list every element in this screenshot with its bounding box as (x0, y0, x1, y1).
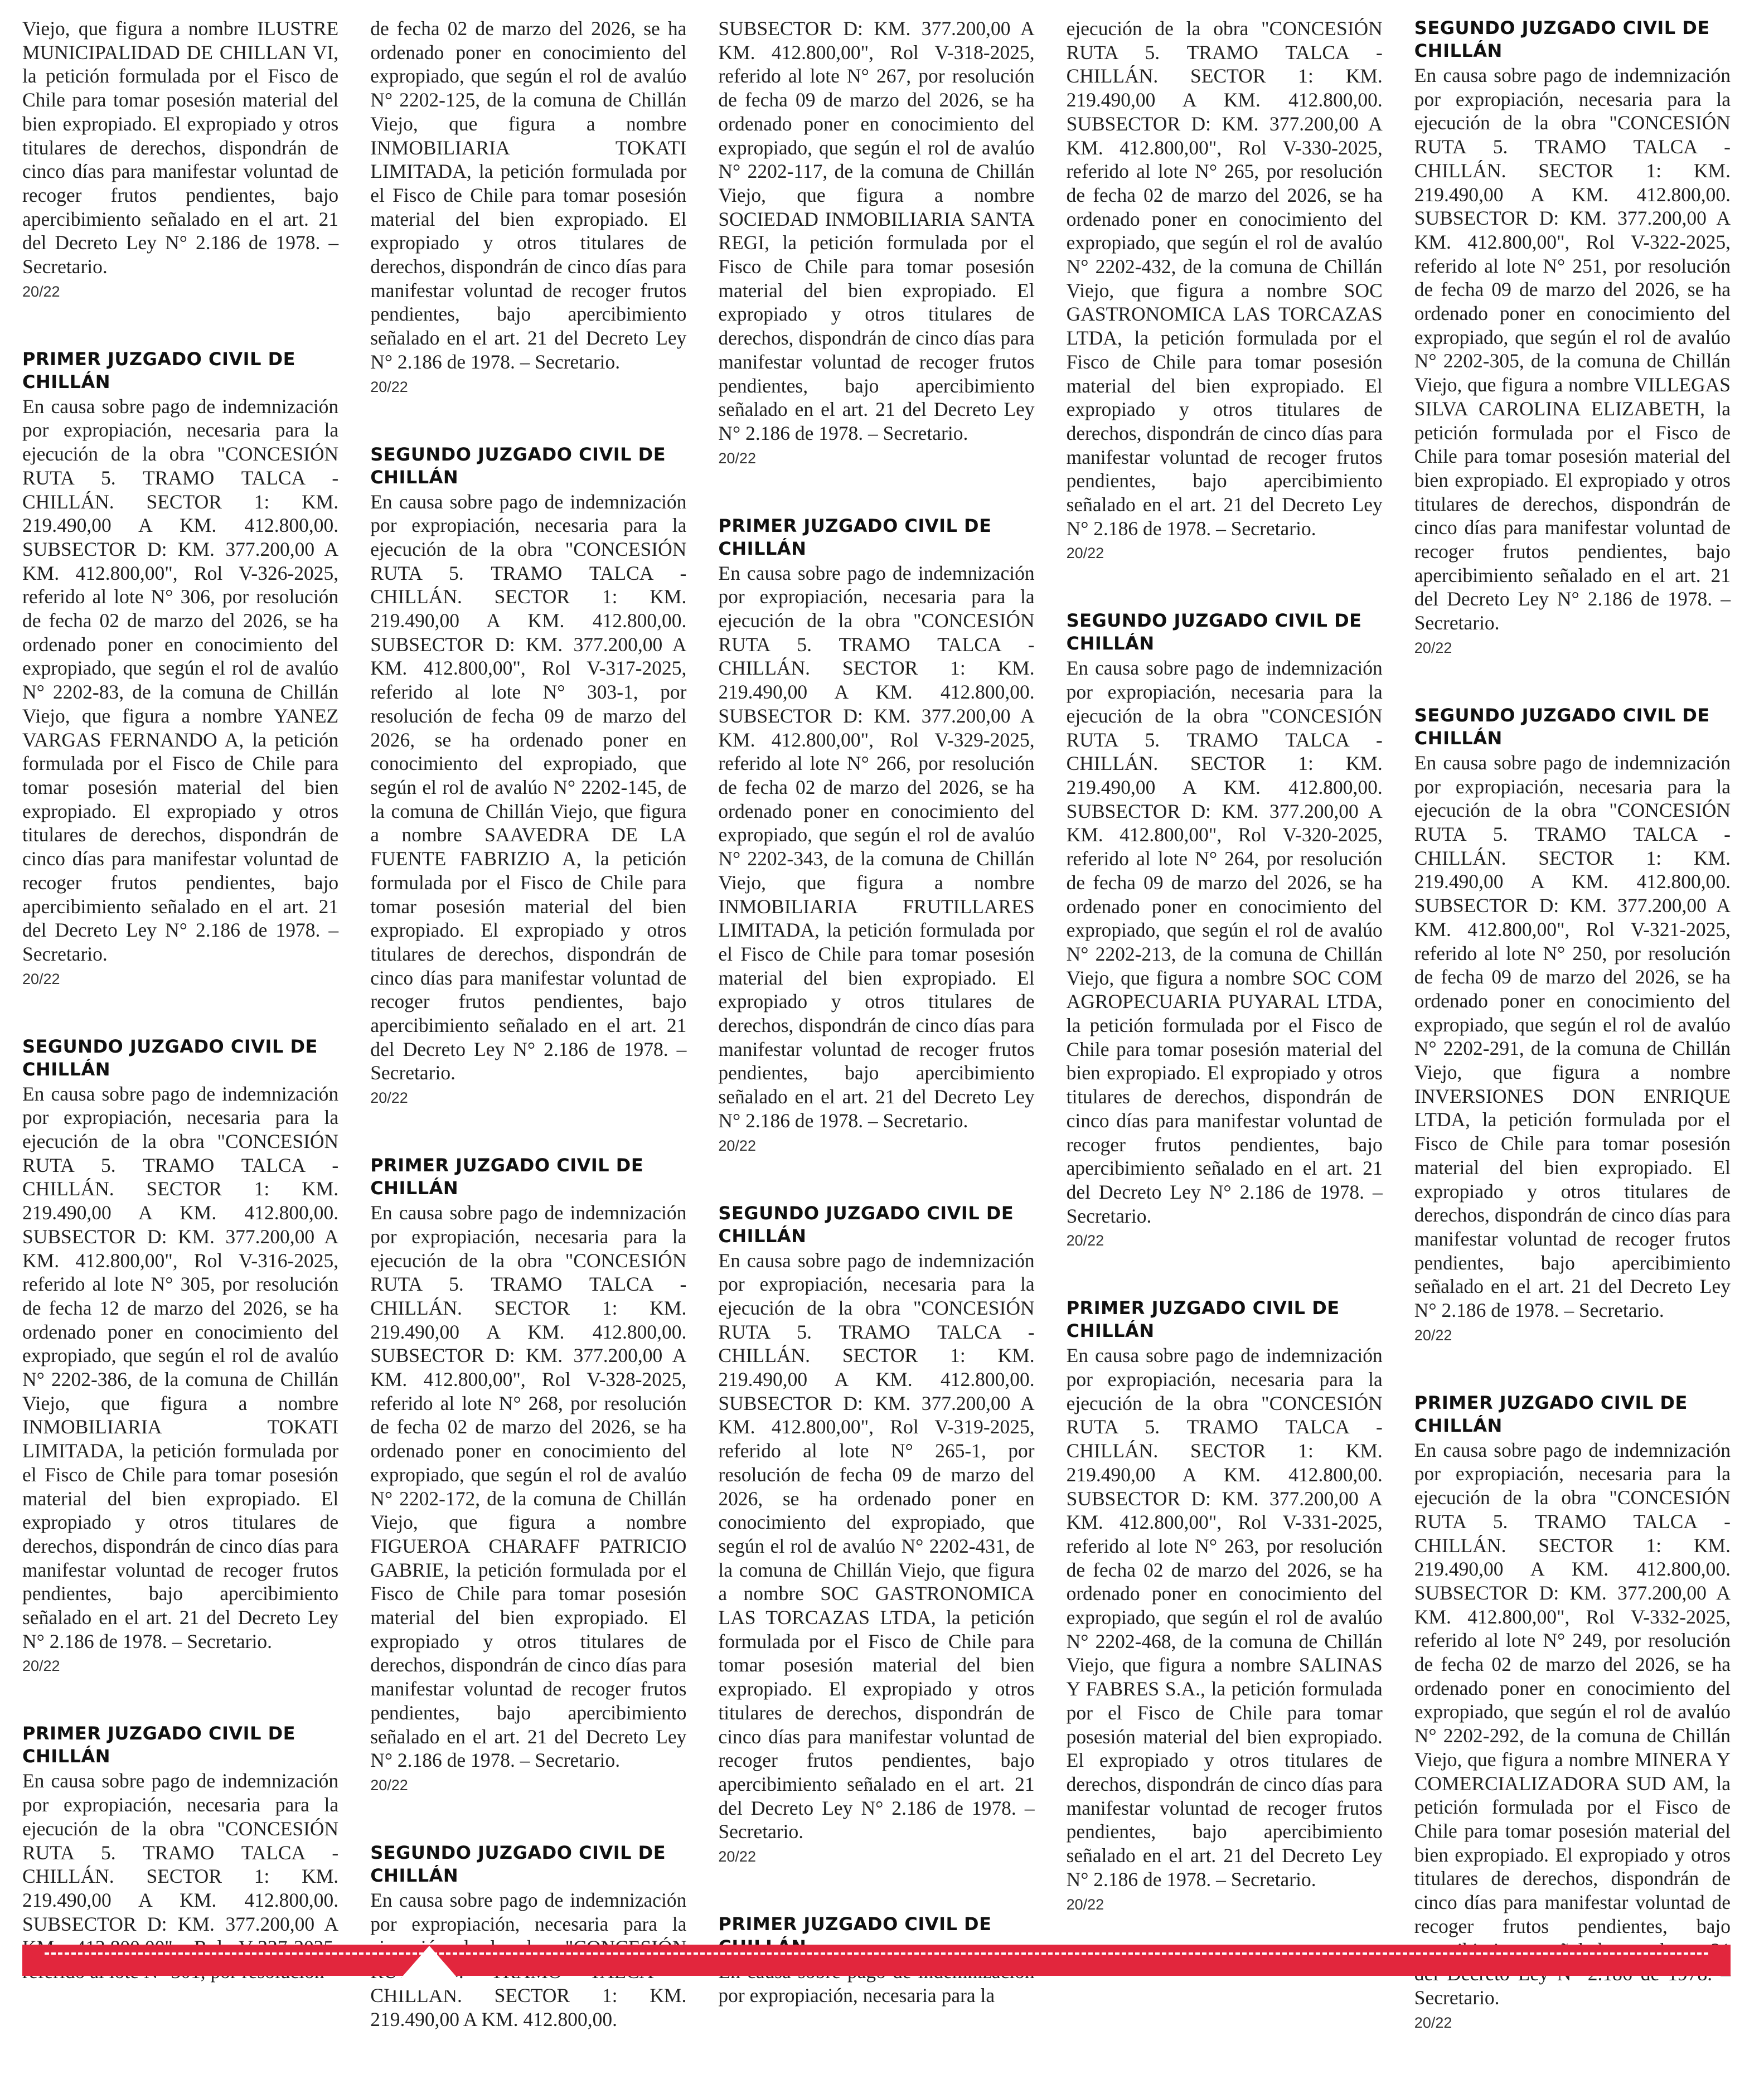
notice-body: Viejo, que figura a nombre ILUSTRE MUNICIPALIDAD DE CHILLAN VI, la petición formulada por el Fisco de Chile para tomar posesión material del bien expropiado. El expropiado y otros titulares de derechos, dispondrán de cinco días para manifestar voluntad de recoger frutos pendientes, bajo apercibimiento señalado en el art. 21 del Decreto Ley N° 2.186 de 1978. – Secretario. (22, 17, 339, 278)
notice-body: En causa sobre pago de indemnización por expropiación, necesaria para la ejecución de la obra "CONCESIÓN RUTA 5. TRAMO TALCA - CHILLÁN. SECTOR 1: KM. 219.490,00 A KM. 412.800,00. SUBSECTOR D: KM. 377.200,00 A KM. 412.800,00", Rol V-317-2025, referido al lote N° 303-1, por resolución de fecha 09 de marzo del 2026, se ha ordenado poner en conocimiento del expropiado, que según el rol de avalúo N° 2202-145, de la comuna de Chillán Viejo, que figura a nombre SAAVEDRA DE LA FUENTE FABRIZIO A, la petición formulada por el Fisco de Chile para tomar posesión material del bien expropiado. El expropiado y otros titulares de derechos, dispondrán de cinco días para manifestar voluntad de recoger frutos pendientes, bajo apercibimiento señalado en el art. 21 del Decreto Ley N° 2.186 de 1978. – Secretario. (370, 490, 687, 1084)
notice-body: por expropiación, necesaria para la (718, 1984, 995, 2007)
legal-notice (718, 1202, 1034, 1867)
notice-body: En causa sobre pago de indemnización por expropiación, necesaria para la ejecución de la obra "CONCESIÓN RUTA 5. TRAMO TALCA - CHILLÁN. SECTOR 1: KM. 219.490,00 A KM. 412.800,00. SUBSECTOR D: KM. 377.200,00 A KM. 412.800,00", Rol V-328-2025, referido al lote N° 268, por resolución de fecha 02 de marzo del 2026, se ha ordenado poner en conocimiento del expropiado, que según el rol de avalúo N° 2202-172, de la comuna de Chillán Viejo, que figura a nombre FIGUEROA CHARAFF PATRICIO GABRIE, la petición formulada por el Fisco de Chile para tomar posesión material del bien expropiado. El expropiado y otros titulares de derechos, dispondrán de cinco días para manifestar voluntad de recoger frutos pendientes, bajo apercibimiento señalado en el art. 21 del Decreto Ley N° 2.186 de 1978. – Secretario. (370, 1201, 687, 1772)
notice-column (1067, 17, 1383, 2079)
notice-body: En causa sobre pago de indemnización por expropiación, necesaria para la ejecución de la obra "CONCESIÓN RUTA 5. TRAMO TALCA - CHILLÁN. SECTOR 1: KM. 219.490,00 A KM. 412.800,00. SUBSECTOR D: KM. 377.200,00 A KM. 412.800,00", Rol V-331-2025, referido al lote N° 263, por resolución de fecha 02 de marzo del 2026, se ha ordenado poner en conocimiento del expropiado, que según el rol de avalúo N° 2202-468, de la comuna de Chillán Viejo, que figura a nombre SALINAS Y FABRES S.A., la petición formulada por el Fisco de Chile para tomar posesión material del bien expropiado. El expropiado y otros titulares de derechos, dispondrán de cinco días para manifestar voluntad de recoger frutos pendientes, bajo apercibimiento señalado en el art. 21 del Decreto Ley N° 2.186 de 1978. – Secretario. (1066, 1344, 1383, 1891)
notice-ref-code: 20/22 (370, 1089, 408, 1107)
notice-column (718, 17, 1034, 2079)
notice-ref-code: 20/22 (1066, 1896, 1104, 1913)
notice-ref-code: 20/22 (1414, 639, 1452, 656)
legal-notice (1067, 1297, 1383, 1913)
court-title: SEGUNDO JUZGADO CIVIL DE CHILLÁN (1414, 17, 1710, 61)
legal-notice (1067, 609, 1383, 1250)
legal-notices-page (22, 17, 1731, 2031)
legal-notice (370, 1841, 686, 2031)
legal-notice (22, 1035, 338, 1676)
notice-ref-code: 20/22 (1414, 2014, 1452, 2031)
notice-continuation (370, 17, 686, 396)
notice-continuation (718, 17, 1034, 468)
court-title: PRIMER JUZGADO CIVIL DE (718, 1913, 992, 1935)
legal-notice (1414, 17, 1731, 657)
notice-body: En causa sobre pago de indemnización por expropiación, necesaria para la ejecución de la obra "CONCESIÓN RUTA 5. TRAMO TALCA - CHILLÁN. SECTOR 1: KM. 219.490,00 A KM. 412.800,00. SUBSECTOR D: KM. 377.200,00 A KM. 412.800,00", Rol V-329-2025, referido al lote N° 266, por resolución de fecha 02 de marzo del 2026, se ha ordenado poner en conocimiento del expropiado, que según el rol de avalúo N° 2202-343, de la comuna de Chillán Viejo, que figura a nombre INMOBILIARIA FRUTILLARES LIMITADA, la petición formulada por el Fisco de Chile para tomar posesión material del bien expropiado. El expropiado y otros titulares de derechos, dispondrán de cinco días para manifestar voluntad de recoger frutos pendientes, bajo apercibimiento señalado en el art. 21 del Decreto Ley N° 2.186 de 1978. – Secretario. (718, 561, 1035, 1132)
notice-column (1414, 17, 1731, 2079)
notice-body: En causa sobre pago de indemnización por expropiación, necesaria para la ejecución de la obra "CONCESIÓN RUTA 5. TRAMO TALCA - CHILLÁN. SECTOR 1: KM. 219.490,00 A KM. 412.800,00. SUBSECTOR D: KM. 377.200,00 A KM. 412.800,00", Rol V-322-2025, referido al lote N° 251, por resolución de fecha 09 de marzo del 2026, se ha ordenado poner en conocimiento del expropiado, que según el rol de avalúo N° 2202-305, de la comuna de Chillán Viejo, que figura a nombre VILLEGAS SILVA CAROLINA ELIZABETH, la petición formulada por el Fisco de Chile para tomar posesión material del bien expropiado. El expropiado y otros titulares de derechos, dispondrán de cinco días para manifestar voluntad de recoger frutos pendientes, bajo apercibimiento señalado en el art. 21 del Decreto Ley N° 2.186 de 1978. – Secretario. (1414, 64, 1731, 634)
notice-body: En causa sobre pago de indemnización por expropiación, necesaria para la ejecución de la obra "CONCESIÓN RUTA 5. TRAMO TALCA - CHILLÁN. SECTOR 1: KM. 219.490,00 A KM. 412.800,00. SUBSECTOR D: KM. 377.200,00 A KM. 412.800,00", Rol V-316-2025, referido al lote N° 305, por resolución de fecha 12 de marzo del 2026, se ha ordenado poner en conocimiento del expropiado, que según el rol de avalúo N° 2202-386, de la comuna de Chillán Viejo, que figura a nombre INMOBILIARIA TOKATI LIMITADA, la petición formulada por el Fisco de Chile para tomar posesión material del bien expropiado. El expropiado y otros titulares de derechos, dispondrán de cinco días para manifestar voluntad de recoger frutos pendientes, bajo apercibimiento señalado en el art. 21 del Decreto Ley N° 2.186 de 1978. – Secretario. (22, 1082, 339, 1652)
notice-body: ejecución de la obra "CONCESIÓN RUTA 5. TRAMO TALCA - CHILLÁN. SECTOR 1: KM. 219.490,00 A KM. 412.800,00. SUBSECTOR D: KM. 377.200,00 A KM. 412.800,00", Rol V-330-2025, referido al lote N° 265, por resolución de fecha 02 de marzo del 2026, se ha ordenado poner en conocimiento del expropiado, que según el rol de avalúo N° 2202-432, de la comuna de Chillán Viejo, que figura a nombre SOC GASTRONOMICA LAS TORCAZAS LTDA, la petición formulada por el Fisco de Chile para tomar posesión material del bien expropiado. El expropiado y otros titulares de derechos, dispondrán de cinco días para manifestar voluntad de recoger frutos pendientes, bajo apercibimiento señalado en el art. 21 del Decreto Ley N° 2.186 de 1978. – Secretario. (1066, 17, 1383, 540)
notice-ref-code: 20/22 (718, 1848, 756, 1865)
notice-body: En causa sobre pago de indemnización por expropiación, necesaria para la ejecución de la obra "CONCESIÓN RUTA 5. TRAMO TALCA - CHILLÁN. SECTOR 1: KM. 219.490,00 A KM. 412.800,00. SUBSECTOR D: KM. 377.200,00 A KM. 412.800,00", Rol V-332-2025, referido al lote N° 249, por resolución de fecha 02 de marzo del 2026, se ha ordenado poner en conocimiento del expropiado, que según el rol de avalúo N° 2202-292, de la comuna de Chillán Viejo, que figura a nombre MINERA Y COMERCIALIZADORA SUD AM, la petición formulada por el Fisco de Chile para tomar posesión material del bien expropiado. El expropiado y otros titulares de derechos, dispondrán de cinco días para manifestar voluntad de recoger frutos pendientes, bajo Secretario. (1414, 1438, 1731, 2009)
court-title: SEGUNDO JUZGADO CIVIL DE CHILLÁN (22, 1035, 318, 1080)
notice-ref-code: 20/22 (22, 283, 60, 300)
legal-notice (1414, 704, 1731, 1345)
notice-ref-code: 20/22 (22, 1658, 60, 1675)
court-title: PRIMER JUZGADO CIVIL DE CHILLÁN (1066, 1297, 1340, 1342)
notice-ref-code: 20/22 (22, 970, 60, 987)
notice-ref-code: 20/22 (718, 449, 756, 467)
notice-body: de fecha 02 de marzo del 2026, se ha ordenado poner en conocimiento del expropiado, que según el rol de avalúo N° 2202-125, de la comuna de Chillán Viejo, que figura a nombre INMOBILIARIA TOKATI LIMITADA, la petición formulada por el Fisco de Chile para tomar posesión material del bien expropiado. El expropiado y otros titulares de derechos, dispondrán de cinco días para manifestar voluntad de recoger frutos pendientes, bajo apercibimiento señalado en el art. 21 del Decreto Ley N° 2.186 de 1978. – Secretario. (370, 17, 687, 373)
notice-column (22, 17, 338, 2079)
court-title: PRIMER JUZGADO CIVIL DE CHILLÁN (22, 348, 296, 392)
court-title: PRIMER JUZGADO CIVIL DE CHILLÁN (22, 1723, 296, 1767)
legal-notice (718, 515, 1034, 1155)
notice-body: En causa sobre pago de indemnización por expropiación, necesaria para la ejecución de la obra "CONCESIÓN RUTA 5. TRAMO TALCA - CHILLÁN. SECTOR 1: KM. 219.490,00 A KM. 412.800,00. SUBSECTOR D: KM. 377.200,00 A (22, 1770, 339, 1935)
court-title: PRIMER JUZGADO CIVIL DE CHILLÁN (718, 515, 992, 559)
warning-triangle-icon (390, 1946, 468, 1990)
notice-ref-code: 20/22 (370, 378, 408, 395)
notice-ref-code: 20/22 (370, 1777, 408, 1794)
notice-body: En causa sobre pago de indemnización por expropiación, necesaria para la ejecución de la obra "CONCESIÓN RUTA 5. TRAMO TALCA - CHILLÁN. SECTOR 1: KM. 219.490,00 A KM. 412.800,00. SUBSECTOR D: KM. 377.200,00 A KM. 412.800,00", Rol V-321-2025, referido al lote N° 250, por resolución de fecha 09 de marzo del 2026, se ha ordenado poner en conocimiento del expropiado, que según el rol de avalúo N° 2202-291, de la comuna de Chillán Viejo, que figura a nombre INVERSIONES DON ENRIQUE LTDA, la petición formulada por el Fisco de Chile para tomar posesión material del bien expropiado. El expropiado y otros titulares de derechos, dispondrán de cinco días para manifestar voluntad de recoger frutos pendientes, bajo apercibimiento señalado en el art. 21 del Decreto Ley N° 2.186 de 1978. – Secretario. (1414, 751, 1731, 1322)
banner-dashed-line (45, 1952, 1708, 1955)
court-title: PRIMER JUZGADO CIVIL DE CHILLÁN (1414, 1392, 1688, 1436)
legal-notice (370, 443, 686, 1108)
notice-continuation (22, 17, 338, 301)
notice-body: SUBSECTOR D: KM. 377.200,00 A KM. 412.800,00", Rol V-318-2025, referido al lote N° 267, por resolución de fecha 09 de marzo del 2026, se ha ordenado poner en conocimiento del expropiado, que según el rol de avalúo N° 2202-117, de la comuna de Chillán Viejo, que figura a nombre SOCIEDAD INMOBILIARIA SANTA REGI, la petición formulada por el Fisco de Chile para tomar posesión material del bien expropiado. El expropiado y otros titulares de derechos, dispondrán de cinco días para manifestar voluntad de recoger frutos pendientes, bajo apercibimiento señalado en el art. 21 del Decreto Ley N° 2.186 de 1978. – Secretario. (718, 17, 1035, 444)
notice-body: En causa sobre pago de indemnización por expropiación, necesaria para la ejecución de la obra "CONCESIÓN RUTA 5. TRAMO TALCA - CHILLÁN. SECTOR 1: KM. 219.490,00 A KM. 412.800,00. SUBSECTOR D: KM. 377.200,00 A KM. 412.800,00", Rol V-326-2025, referido al lote N° 306, por resolución de fecha 02 de marzo del 2026, se ha ordenado poner en conocimiento del expropiado, que según el rol de avalúo N° 2202-83, de la comuna de Chillán Viejo, que figura a nombre YANEZ VARGAS FERNANDO A, la petición formulada por el Fisco de Chile para tomar posesión material del bien expropiado. El expropiado y otros titulares de derechos, dispondrán de cinco días para manifestar voluntad de recoger frutos pendientes, bajo apercibimiento señalado en el art. 21 del Decreto Ley N° 2.186 de 1978. – Secretario. (22, 395, 339, 965)
court-title: SEGUNDO JUZGADO CIVIL DE CHILLÁN (718, 1202, 1014, 1247)
notice-continuation (1067, 17, 1383, 563)
notice-ref-code: 20/22 (1066, 1232, 1104, 1249)
court-title: SEGUNDO JUZGADO CIVIL DE CHILLÁN (370, 443, 666, 488)
notice-body: En causa sobre pago de indemnización por expropiación, necesaria para la ejecución de la obra "CONCESIÓN RUTA 5. TRAMO TALCA - CHILLÁN. SECTOR 1: KM. 219.490,00 A KM. 412.800,00. SUBSECTOR D: KM. 377.200,00 A KM. 412.800,00", Rol V-320-2025, referido al lote N° 264, por resolución de fecha 09 de marzo del 2026, se ha ordenado poner en conocimiento del expropiado, que según el rol de avalúo N° 2202-213, de la comuna de Chillán Viejo, que figura a nombre SOC COM AGROPECUARIA PUYARAL LTDA, la petición formulada por el Fisco de Chile para tomar posesión material del bien expropiado. El expropiado y otros titulares de derechos, dispondrán de cinco días para manifestar voluntad de recoger frutos pendientes, bajo apercibimiento señalado en el art. 21 del Decreto Ley N° 2.186 de 1978. – Secretario. (1066, 657, 1383, 1227)
legal-notice (22, 348, 338, 988)
court-title: SEGUNDO JUZGADO CIVIL DE CHILLÁN (1414, 704, 1710, 749)
court-title: PRIMER JUZGADO CIVIL DE CHILLÁN (370, 1155, 644, 1199)
legal-notice (1414, 1392, 1731, 2032)
legal-notice (370, 1154, 686, 1795)
court-title: SEGUNDO JUZGADO CIVIL DE CHILLÁN (370, 1842, 666, 1886)
notice-ref-code: 20/22 (718, 1137, 756, 1154)
notice-body: En causa sobre pago de indemnización por expropiación, necesaria para la ejecución de la obra "CONCESIÓN RUTA 5. TRAMO TALCA - CHILLÁN. SECTOR 1: KM. 219.490,00 A KM. 412.800,00. SUBSECTOR D: KM. 377.200,00 A KM. 412.800,00", Rol V-319-2025, referido al lote N° 265-1, por resolución de fecha 09 de marzo del 2026, se ha ordenado poner en conocimiento del expropiado, que según el rol de avalúo N° 2202-431, de la comuna de Chillán Viejo, que figura a nombre SOC GASTRONOMICA LAS TORCAZAS LTDA, la petición formulada por el Fisco de Chile para tomar posesión material del bien expropiado. El expropiado y otros titulares de derechos, dispondrán de cinco días para manifestar voluntad de recoger frutos pendientes, bajo apercibimiento señalado en el art. 21 del Decreto Ley N° 2.186 de 1978. – Secretario. (718, 1249, 1035, 1843)
bottom-banner (22, 1945, 1731, 1976)
notice-ref-code: 20/22 (1414, 1326, 1452, 1344)
court-title: SEGUNDO JUZGADO CIVIL DE CHILLÁN (1066, 610, 1362, 655)
notice-column (370, 17, 686, 2079)
notice-body: En causa sobre pago de indemnización por expropiación, necesaria para la CHILLÁN. SECTOR 1: KM. 219.490,00 A KM. 412.800,00. (370, 1889, 687, 2030)
notice-ref-code: 20/22 (1066, 545, 1104, 562)
